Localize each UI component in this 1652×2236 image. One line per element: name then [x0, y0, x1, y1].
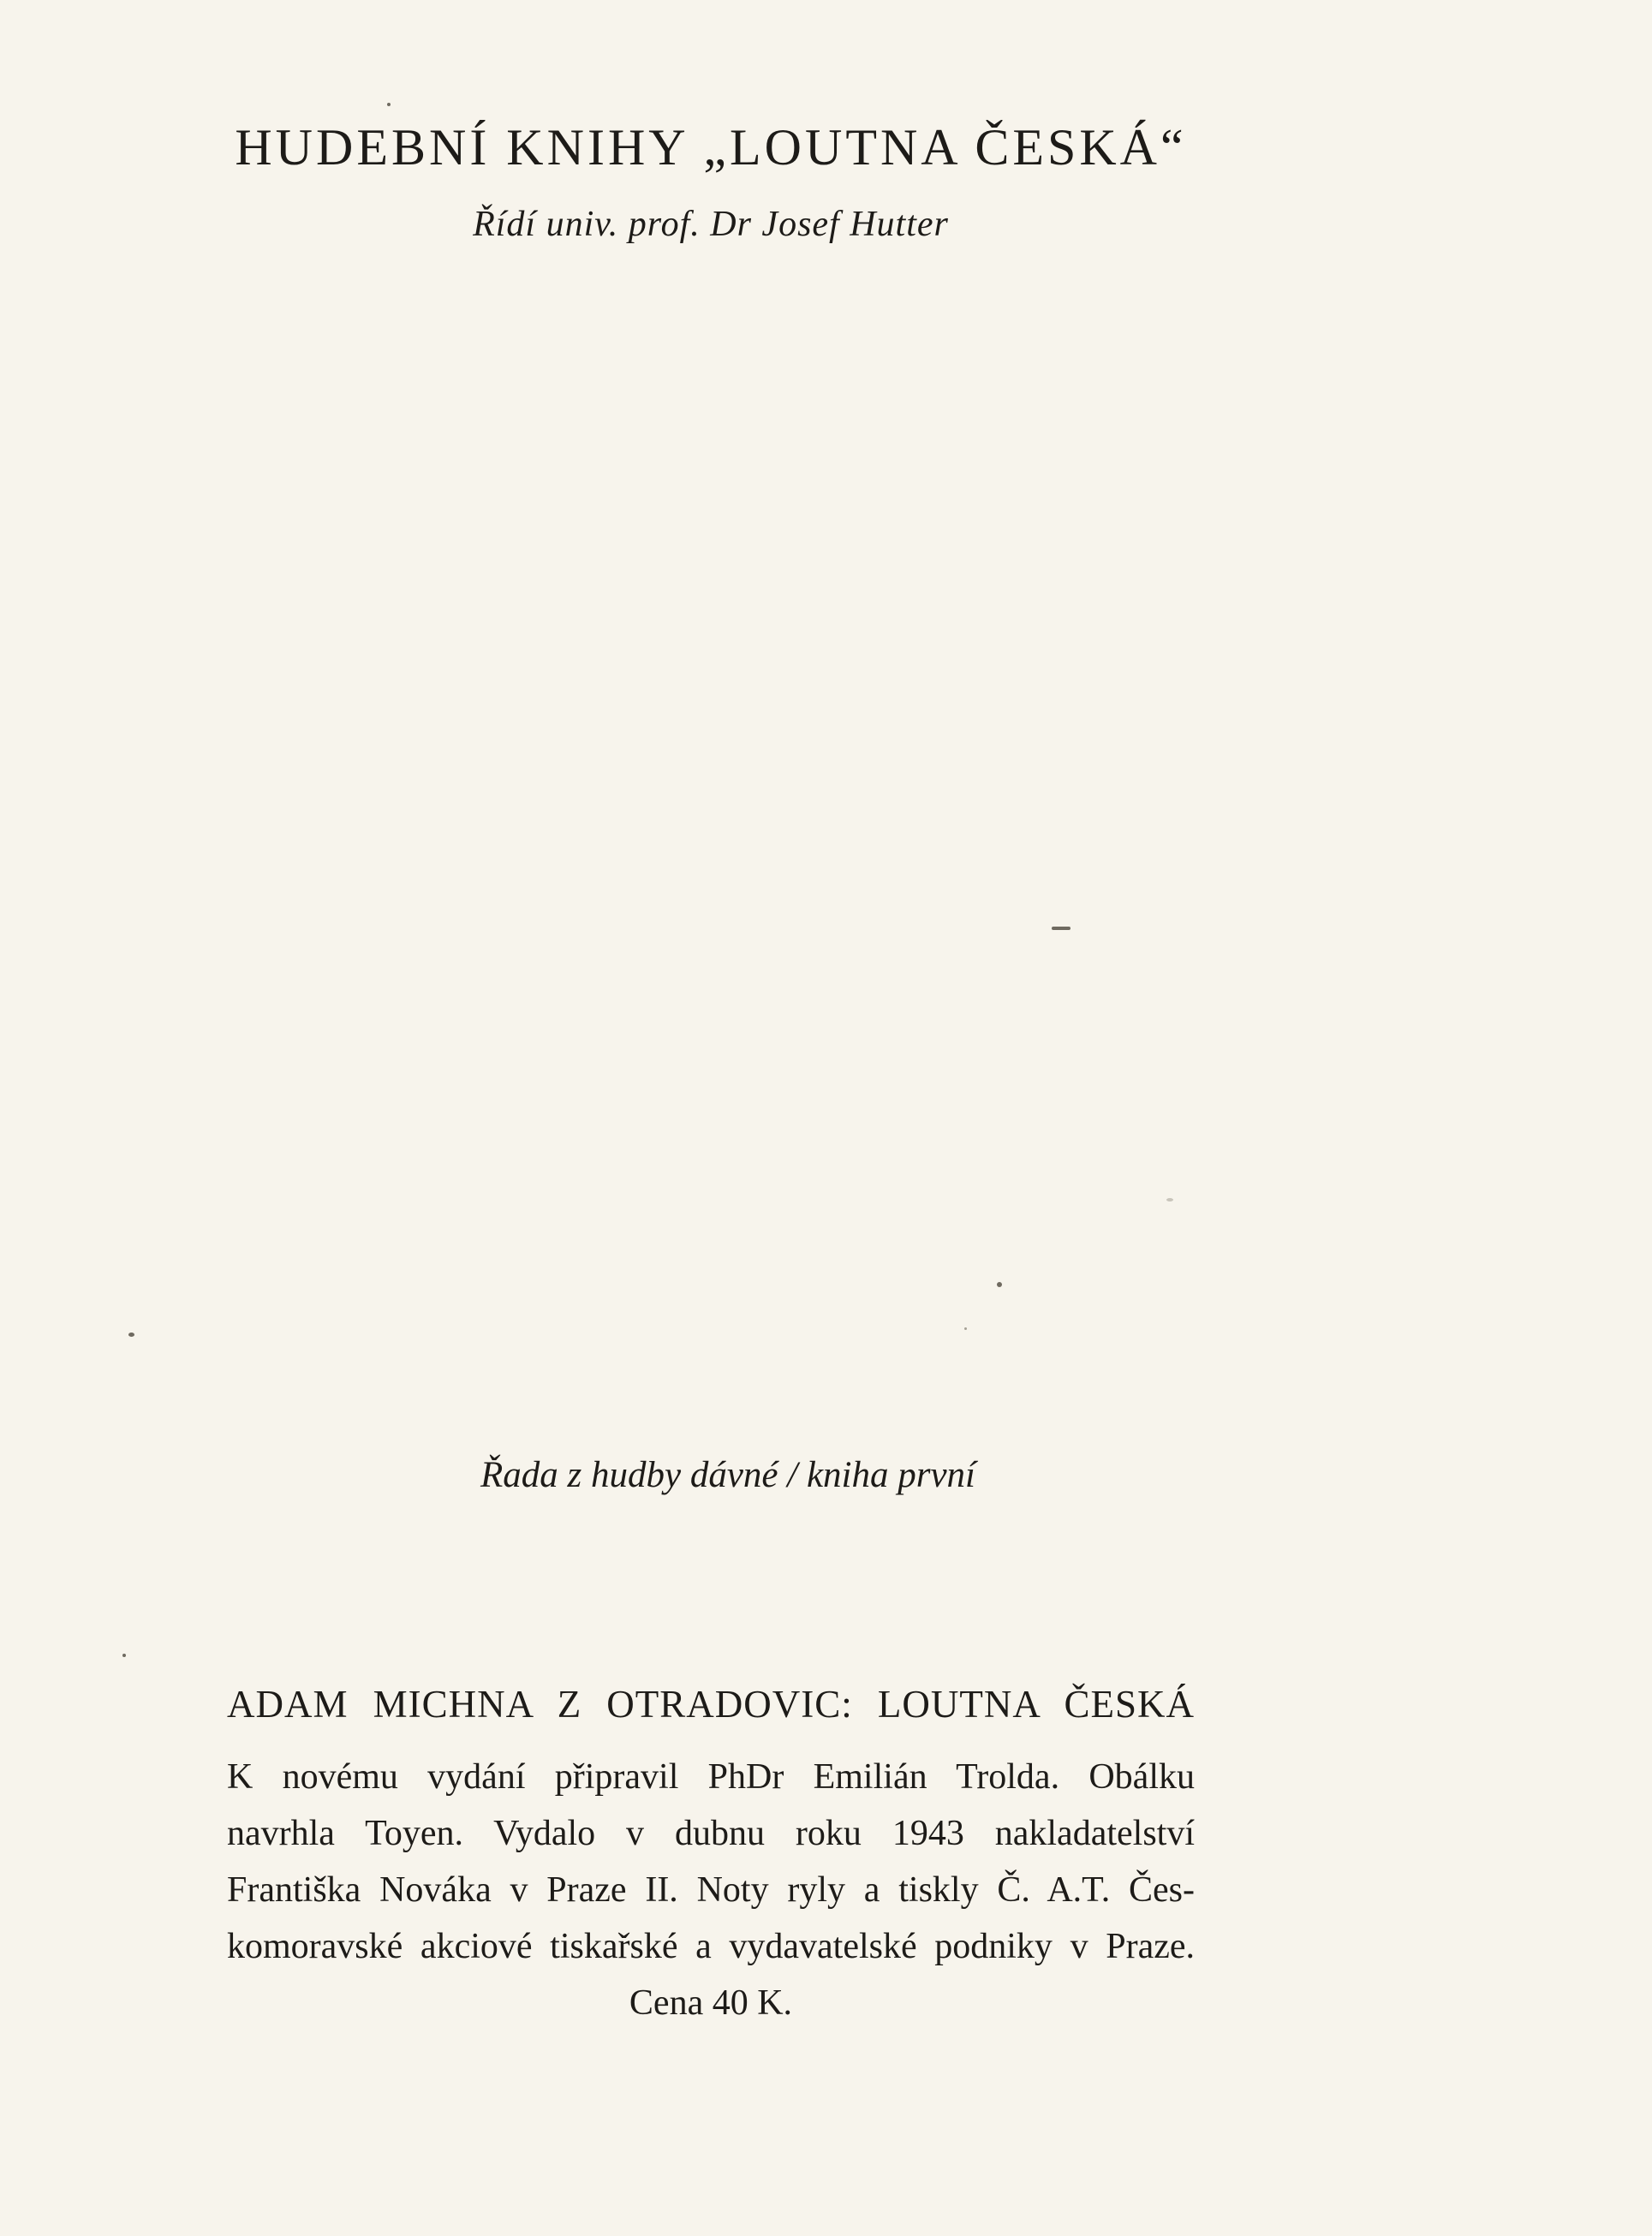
paper-speck	[997, 1282, 1002, 1287]
series-title: HUDEBNÍ KNIHY „LOUTNA ČESKÁ“	[235, 119, 1187, 176]
series-line: Řada z hudby dávné / kniha první	[480, 1455, 975, 1495]
paper-speck	[1052, 927, 1071, 930]
paper-speck	[387, 103, 391, 106]
imprint-line-1: K novému vydání připravil PhDr Emilián Trolda. Obálku	[227, 1757, 1195, 1797]
imprint-line-2: navrhla Toyen. Vydalo v dubnu roku 1943 nakladatelství	[227, 1814, 1195, 1853]
paper-speck	[964, 1327, 967, 1330]
imprint-block	[227, 1675, 1195, 2031]
paper-speck	[128, 1333, 134, 1337]
price: Cena 40 K.	[629, 1983, 793, 2023]
paper-speck	[122, 1654, 126, 1657]
imprint-line-3: Františka Nováka v Praze II. Noty ryly a tiskly Č. A.T. Čes-	[227, 1870, 1195, 1910]
imprint-line-4: komoravské akciové tiskařské a vydavatelské podniky v Praze.	[227, 1927, 1195, 1966]
work-title: ADAM MICHNA Z OTRADOVIC: LOUTNA ČESKÁ	[227, 1683, 1195, 1726]
paper-speck	[1166, 1198, 1173, 1201]
series-editor: Řídí univ. prof. Dr Josef Hutter	[473, 205, 949, 244]
